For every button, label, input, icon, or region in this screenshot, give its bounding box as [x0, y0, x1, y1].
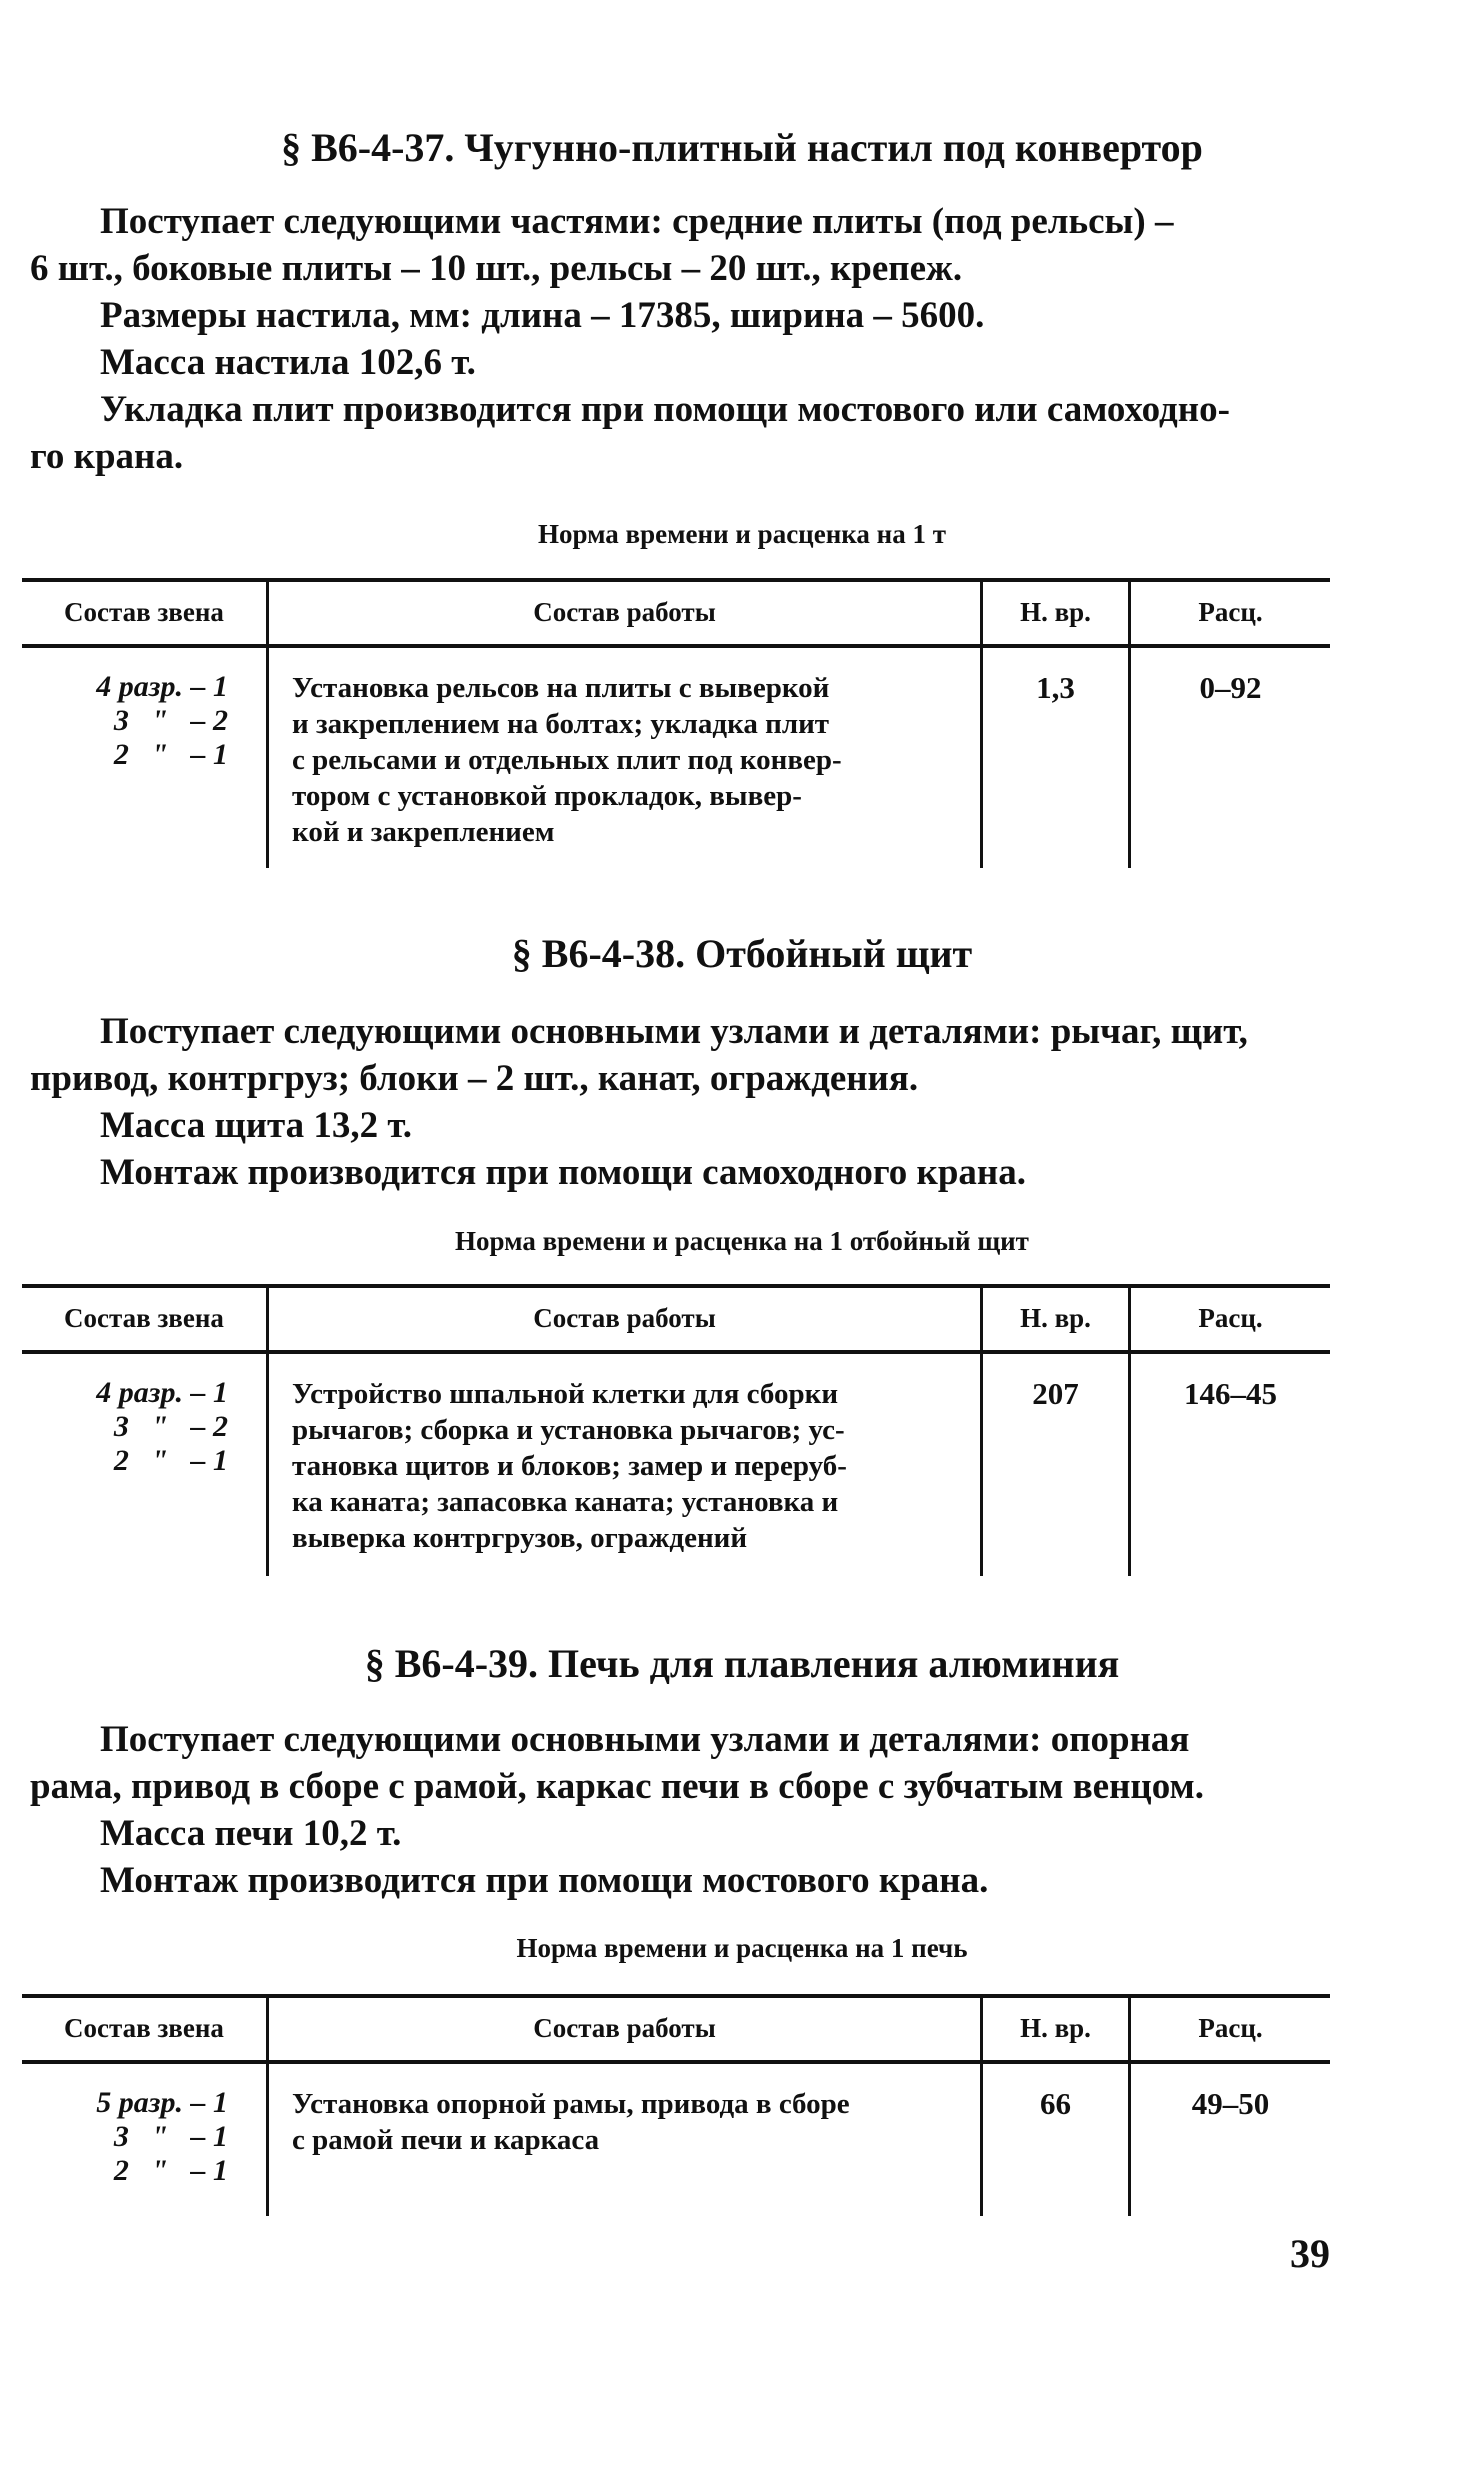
crew-line: 2 " – 1	[113, 738, 228, 771]
section-heading: § В6-4-38. Отбойный щит	[511, 931, 973, 976]
work-line: и закреплением на болтах; укладка плит	[292, 708, 830, 740]
crew-line: 3 " – 2	[113, 704, 228, 737]
work-line: Установка опорной рамы, привода в сборе	[292, 2088, 850, 2120]
text-line: Размеры настила, мм: длина – 17385, ширина – 5600.	[100, 295, 985, 336]
work-line: Установка рельсов на плиты с выверкой	[292, 672, 830, 704]
section-paragraph	[30, 1716, 1352, 1904]
table-rule	[22, 644, 1330, 648]
work-line: рычагов; сборка и установка рычагов; ус-	[292, 1414, 845, 1446]
page-number: 39	[1290, 2231, 1330, 2276]
text-line: Масса печи 10,2 т.	[100, 1813, 402, 1854]
text-line: Монтаж производится при помощи самоходного крана.	[100, 1152, 1026, 1193]
work-line: с рамой печи и каркаса	[292, 2124, 600, 2156]
norm-value: 1,3	[1036, 670, 1075, 705]
crew-line: 4 разр. – 1	[96, 670, 228, 703]
rate-value: 146–45	[1184, 1376, 1277, 1411]
work-line: кой и закреплением	[292, 816, 555, 848]
table-caption: Норма времени и расценка на 1 отбойный щит	[455, 1226, 1029, 1256]
text-line: Масса настила 102,6 т.	[100, 342, 476, 383]
header-rate: Расц.	[1198, 1303, 1263, 1333]
norm-table	[22, 1284, 1330, 1576]
section-heading: § В6-4-39. Печь для плавления алюминия	[364, 1641, 1120, 1686]
table-caption: Норма времени и расценка на 1 т	[537, 519, 946, 549]
header-work: Состав работы	[533, 597, 716, 627]
text-line: Поступает следующими основными узлами и деталями: рычаг, щит,	[100, 1011, 1248, 1052]
text-line: Масса щита 13,2 т.	[100, 1105, 413, 1146]
work-line: ка каната; запасовка каната; установка и	[292, 1486, 839, 1518]
work-line: с рельсами и отдельных плит под конвер-	[292, 744, 842, 776]
text-line: 6 шт., боковые плиты – 10 шт., рельсы – 20 шт., крепеж.	[30, 248, 963, 289]
work-description	[292, 670, 972, 850]
section-heading: § В6-4-37. Чугунно-плитный настил под конвертор	[281, 125, 1203, 170]
header-norm: Н. вр.	[1020, 2013, 1091, 2043]
section-paragraph	[30, 198, 1352, 480]
crew-line: 2 " – 1	[113, 2154, 228, 2187]
crew-line: 3 " – 2	[113, 1410, 228, 1443]
table-rule	[22, 1350, 1330, 1354]
crew-line: 2 " – 1	[113, 1444, 228, 1477]
text-line: Поступает следующими частями: средние плиты (под рельсы) –	[100, 201, 1174, 242]
crew-line: 3 " – 1	[113, 2120, 228, 2153]
rate-value: 49–50	[1191, 2086, 1270, 2121]
norm-value: 207	[1032, 1376, 1079, 1411]
text-line: привод, контргруз; блоки – 2 шт., канат, ограждения.	[30, 1058, 919, 1099]
work-description	[292, 1376, 972, 1556]
norm-table	[22, 1994, 1330, 2216]
header-work: Состав работы	[533, 1303, 716, 1333]
work-line: выверка контргрузов, ограждений	[292, 1522, 748, 1554]
work-line: Устройство шпальной клетки для сборки	[292, 1378, 839, 1410]
crew-line: 4 разр. – 1	[96, 1376, 228, 1409]
header-work: Состав работы	[533, 2013, 716, 2043]
crew-composition	[22, 1376, 228, 1478]
header-crew: Состав звена	[64, 597, 224, 627]
work-line: тором с установкой прокладок, вывер-	[292, 780, 802, 812]
header-rate: Расц.	[1198, 2013, 1263, 2043]
table-rule	[22, 2060, 1330, 2064]
table-rule	[22, 1284, 1330, 1288]
text-line: рама, привод в сборе с рамой, каркас печи в сборе с зубчатым венцом.	[30, 1766, 1204, 1807]
text-line: го крана.	[30, 436, 184, 477]
norm-value: 66	[1040, 2086, 1071, 2121]
table-rule	[22, 1994, 1330, 1998]
crew-composition	[22, 670, 228, 772]
section-paragraph	[30, 1008, 1352, 1196]
header-norm: Н. вр.	[1020, 597, 1091, 627]
crew-line: 5 разр. – 1	[96, 2086, 228, 2119]
work-description	[292, 2086, 972, 2158]
text-line: Поступает следующими основными узлами и деталями: опорная	[100, 1719, 1190, 1760]
norm-table	[22, 578, 1330, 868]
crew-composition	[22, 2086, 228, 2188]
table-caption: Норма времени и расценка на 1 печь	[516, 1933, 968, 1963]
header-crew: Состав звена	[64, 2013, 224, 2043]
header-crew: Состав звена	[64, 1303, 224, 1333]
text-line: Монтаж производится при помощи мостового крана.	[100, 1860, 989, 1901]
header-norm: Н. вр.	[1020, 1303, 1091, 1333]
header-rate: Расц.	[1198, 597, 1263, 627]
table-rule	[22, 578, 1330, 582]
rate-value: 0–92	[1199, 670, 1262, 705]
work-line: тановка щитов и блоков; замер и переруб-	[292, 1450, 847, 1482]
text-line: Укладка плит производится при помощи мостового или самоходно-	[100, 389, 1230, 430]
